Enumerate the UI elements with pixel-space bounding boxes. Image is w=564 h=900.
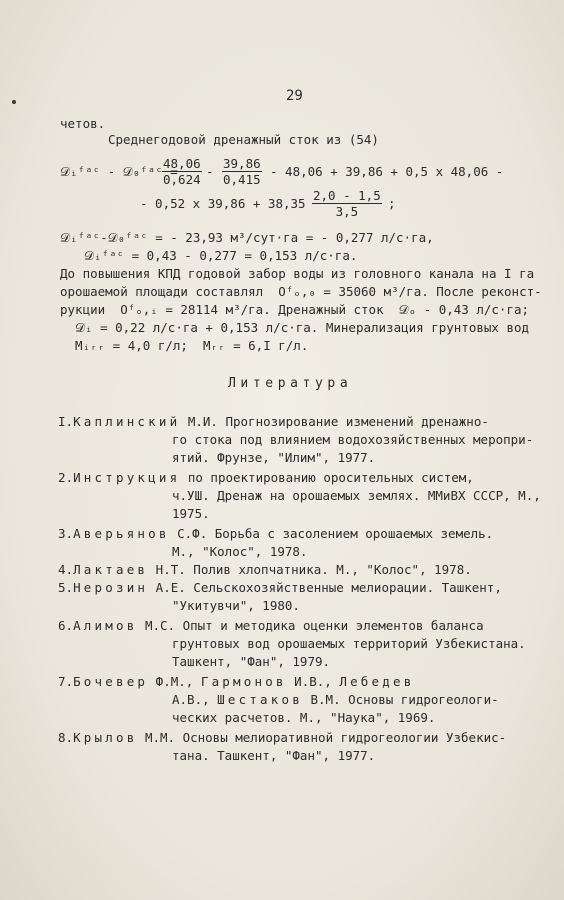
reference-continuation xyxy=(172,692,499,708)
reference-item xyxy=(58,580,502,596)
fraction-denominator: 3,5 xyxy=(335,204,359,219)
reference-author: Каплинский xyxy=(73,414,181,429)
reference-continuation: ческих расчетов. М., "Наука", 1969. xyxy=(172,710,436,725)
formula-lhs: 𝒟ᵢᶠᵃᶜ - 𝒟₀ᶠᵃᶜ = xyxy=(60,164,178,179)
reference-author: Крылов xyxy=(73,730,138,745)
fraction xyxy=(312,188,382,219)
fraction xyxy=(162,156,202,187)
reference-continuation: грунтовых вод орошаемых территорий Узбекистана. xyxy=(172,636,526,651)
reference-item xyxy=(58,526,493,542)
section-heading: Литература xyxy=(228,376,353,391)
text-line: четов. xyxy=(60,116,106,131)
reference-author: Бочевер xyxy=(73,674,149,689)
formula-rest: - 0,52 x 39,86 + 38,35 xyxy=(140,196,306,211)
reference-continuation: ятий. Фрунзе, "Илим", 1977. xyxy=(172,450,376,465)
reference-author: Лактаев xyxy=(73,562,149,577)
paragraph-line: орошаемой площади составлял Oᶠₒ,₀ = 35060 м³/га. После реконст- xyxy=(60,284,542,299)
reference-number: 8. xyxy=(58,730,74,745)
reference-item xyxy=(58,730,506,746)
reference-number: 6. xyxy=(58,618,74,633)
reference-item xyxy=(58,674,414,690)
formula-end: ; xyxy=(388,196,396,211)
reference-author: Шестаков xyxy=(217,692,303,707)
reference-number: 2. xyxy=(58,470,74,485)
fraction xyxy=(222,156,262,187)
reference-continuation: "Укитувчи", 1980. xyxy=(172,598,300,613)
fraction-numerator: 39,86 xyxy=(223,156,261,171)
reference-number: 4. xyxy=(58,562,74,577)
reference-author: Гармонов xyxy=(200,674,287,689)
reference-author: Алимов xyxy=(73,618,138,633)
reference-continuation: Ташкент, "Фан", 1979. xyxy=(172,654,331,669)
reference-item xyxy=(58,414,489,430)
reference-text: М.С. Опыт и методика оценки элементов баланса xyxy=(137,618,484,633)
fraction-denominator: 0,415 xyxy=(223,172,261,187)
reference-text: по проектированию оросительных систем, xyxy=(180,470,474,485)
reference-text: Н.Т. Полив хлопчатника. М., "Колос", 1978. xyxy=(148,562,472,577)
formula-rest: - 48,06 + 39,86 + 0,5 x 48,06 - xyxy=(270,164,504,179)
reference-text: С.Ф. Борьба с засолением орошаемых земель. xyxy=(169,526,494,541)
fraction-numerator: 48,06 xyxy=(163,156,201,171)
reference-item xyxy=(58,618,484,634)
fraction-denominator: 0,624 xyxy=(163,172,201,187)
paragraph-line: Mᵢᵣᵣ = 4,0 г/л; Mᵣᵣ = 6,I г/л. xyxy=(60,338,309,353)
reference-text: М.М. Основы мелиоративной гидрогеологии Узбекис- xyxy=(137,730,507,745)
reference-author: Аверьянов xyxy=(73,526,170,541)
reference-continuation: М., "Колос", 1978. xyxy=(172,544,308,559)
page-number: 29 xyxy=(286,88,303,104)
reference-number: 7. xyxy=(58,674,74,689)
reference-text: И.В., xyxy=(286,674,340,689)
reference-item xyxy=(58,562,472,578)
formula-line: 𝒟ᵢᶠᵃᶜ = 0,43 - 0,277 = 0,153 л/с·га. xyxy=(84,248,358,263)
paragraph-line: 𝒟ᵢ = 0,22 л/с·га + 0,153 л/с·га. Минерализация грунтовых вод xyxy=(60,320,530,335)
reference-text: Ф.М., xyxy=(148,674,201,689)
reference-continuation: го стока под влиянием водохозяйственных меропри- xyxy=(172,432,534,447)
reference-text: М.И. Прогнозирование изменений дренажно- xyxy=(180,414,489,429)
reference-continuation: ч.УШ. Дренаж на орошаемых землях. ММиВХ СССР, М., xyxy=(172,488,541,503)
reference-number: 3. xyxy=(58,526,74,541)
reference-author: Нерозин xyxy=(73,580,149,595)
margin-dot xyxy=(12,100,16,104)
fraction-numerator: 2,0 - 1,5 xyxy=(313,188,381,203)
reference-text: А.В., xyxy=(172,692,218,707)
reference-number: I. xyxy=(58,414,74,429)
formula-line: 𝒟ᵢᶠᵃᶜ-𝒟₀ᶠᵃᶜ = - 23,93 м³/сут·га = - 0,277 л/с·га, xyxy=(60,230,434,245)
reference-author: Лебедев xyxy=(339,674,415,689)
reference-text: В.М. Основы гидрогеологи- xyxy=(302,692,499,707)
reference-text: А.Е. Сельскохозяйственные мелиорации. Ташкент, xyxy=(148,580,502,595)
paragraph-line: рукции Oᶠₒ,ᵢ = 28114 м³/га. Дренажный сток 𝒟ₒ - 0,43 л/с·га; xyxy=(60,302,530,317)
paragraph-line: До повышения КПД годовой забор воды из головного канала на I га xyxy=(60,266,535,281)
reference-number: 5. xyxy=(58,580,74,595)
reference-continuation: 1975. xyxy=(172,506,210,521)
reference-author: Инструкция xyxy=(73,470,181,485)
reference-continuation: тана. Ташкент, "Фан", 1977. xyxy=(172,748,376,763)
reference-item xyxy=(58,470,474,486)
operator: - xyxy=(206,164,214,179)
text-line: Среднегодовой дренажный сток из (54) xyxy=(108,132,379,147)
